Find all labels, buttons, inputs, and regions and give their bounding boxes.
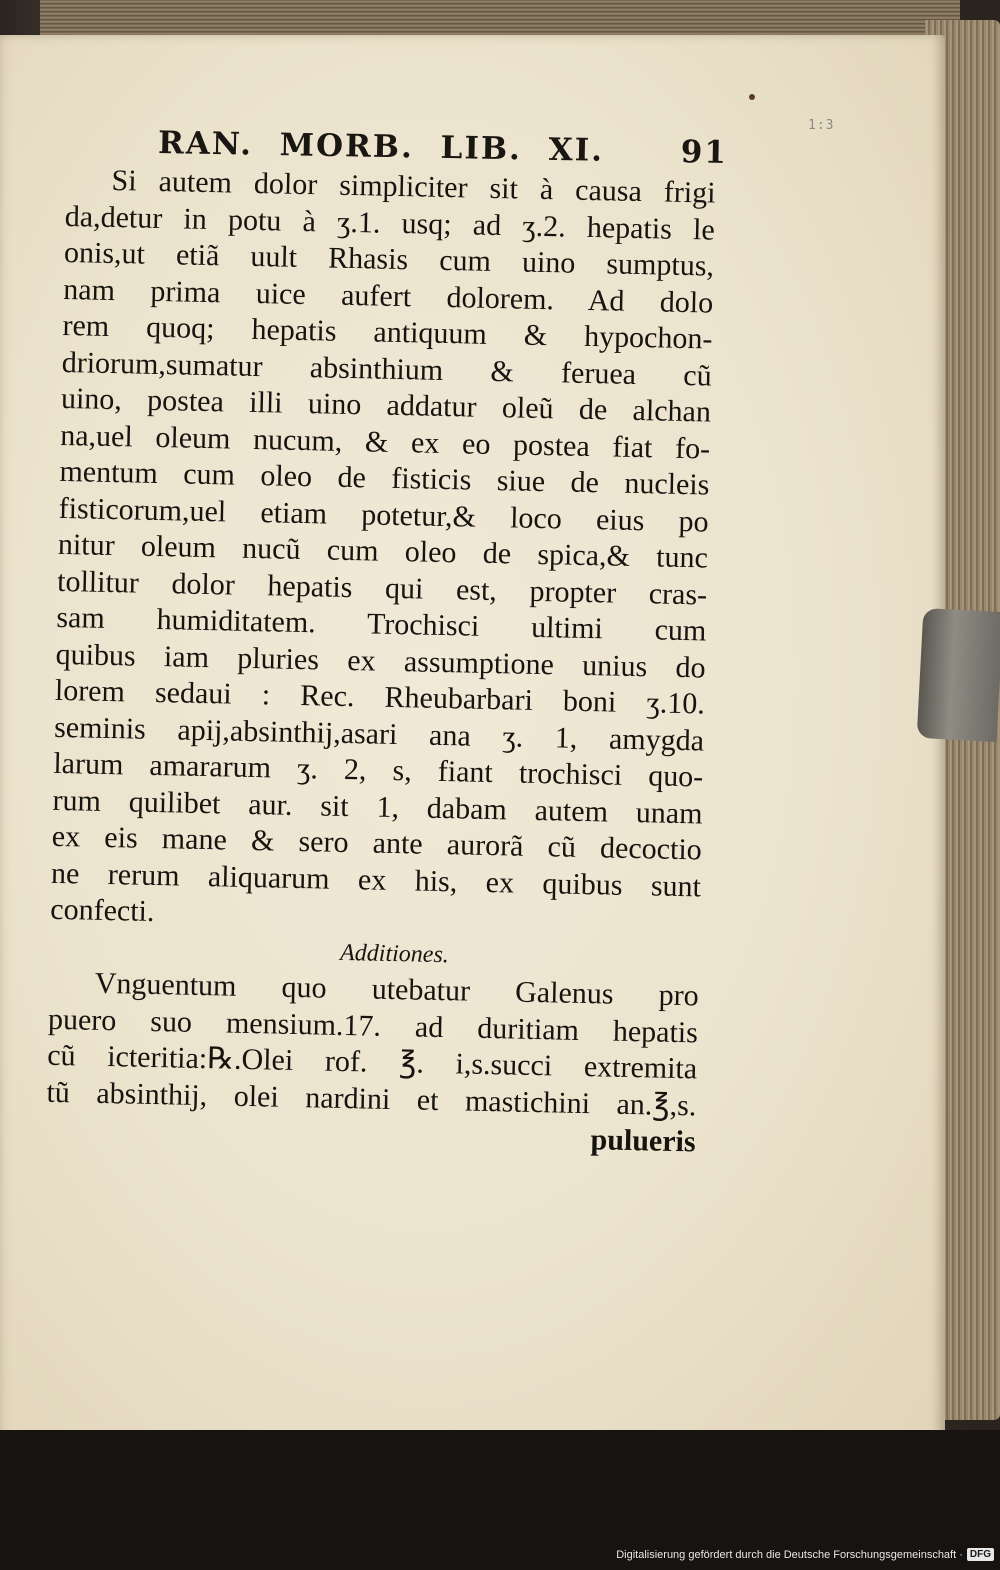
text-line: na,uel oleum nucum, & ex eo postea fiat fo- (59, 418, 711, 466)
text-line: da,detur in potu à ʒ.1. usq; ad ʒ.2. hepatis le (64, 199, 716, 247)
running-title: RAN. MORB. LIB. XI. (157, 125, 605, 169)
folio-number: 91 (680, 134, 729, 171)
text-line: quibus iam pluries ex assumptione unius do (55, 637, 706, 685)
text-line: Vnguentum quo utebatur Galenus pro (94, 966, 700, 1013)
text-line: uino, postea illi uino addatur oleũ de alchan (60, 381, 712, 429)
text-line: nitur oleum nucũ cum oleo de spica,& tunc (57, 527, 709, 575)
text-line: mentum cum oleo de fisticis siue de nucleis (59, 454, 710, 502)
catchword: pulueris (590, 1123, 696, 1159)
text-line: seminis apij,absinthij,asari ana ʒ. 1, amygda (53, 710, 705, 757)
book-top-edge (40, 0, 960, 40)
digitization-credit (616, 1548, 994, 1561)
text-line: larum amararum ʒ. 2, s, fiant trochisci quo- (53, 746, 704, 794)
text-line: ne rerum aliquarum ex his, ex quibus sunt (50, 856, 702, 903)
text-line: nam prima uice aufert dolorem. Ad dolo (62, 272, 714, 320)
section-heading: Additiones. (339, 939, 450, 968)
text-line: rum quilibet aur. sit 1, dabam autem unam (52, 783, 703, 830)
dfg-logo: DFG (967, 1548, 994, 1561)
text-line: lorem sedaui : Rec. Rheubarbari boni ʒ.10. (54, 673, 706, 721)
body-paragraph (50, 162, 716, 942)
text-line: Si autem dolor simpliciter sit à causa frigi (111, 163, 716, 210)
text-line: onis,ut etiã uult Rhasis cum uino sumptus, (63, 235, 715, 283)
text-line: tũ absinthij, olei nardini et mastichini an.℥,s. (46, 1075, 697, 1122)
text-line: sam humiditatem. Trochisci ultimi cum (56, 600, 707, 648)
text-line: confecti. (49, 892, 155, 929)
main-text (45, 162, 715, 1161)
additions-paragraph (46, 965, 699, 1125)
text-line: driorum,sumatur absinthium & feruea cũ (61, 345, 713, 393)
text-line: puero suo mensium.17. ad duritiam hepatis (47, 1002, 699, 1049)
bookmark-tab (917, 608, 1000, 742)
text-line: fisticorum,uel etiam potetur,& loco eius po (58, 491, 709, 539)
ink-spot (749, 94, 755, 100)
credit-text: Digitalisierung gefördert durch die Deutsche Forschungsgemeinschaft · (616, 1548, 963, 1561)
text-line: rem quoq; hepatis antiquum & hypochon- (62, 308, 713, 356)
text-line: cũ icteritia:℞.Olei rof. ℥. i,s.succi extremita (46, 1038, 698, 1086)
text-line: tollitur dolor hepatis qui est, propter cras- (56, 564, 708, 612)
margin-note: 1:3 (808, 118, 835, 133)
text-line: ex eis mane & sero ante aurorã cũ decoctio (51, 819, 703, 867)
